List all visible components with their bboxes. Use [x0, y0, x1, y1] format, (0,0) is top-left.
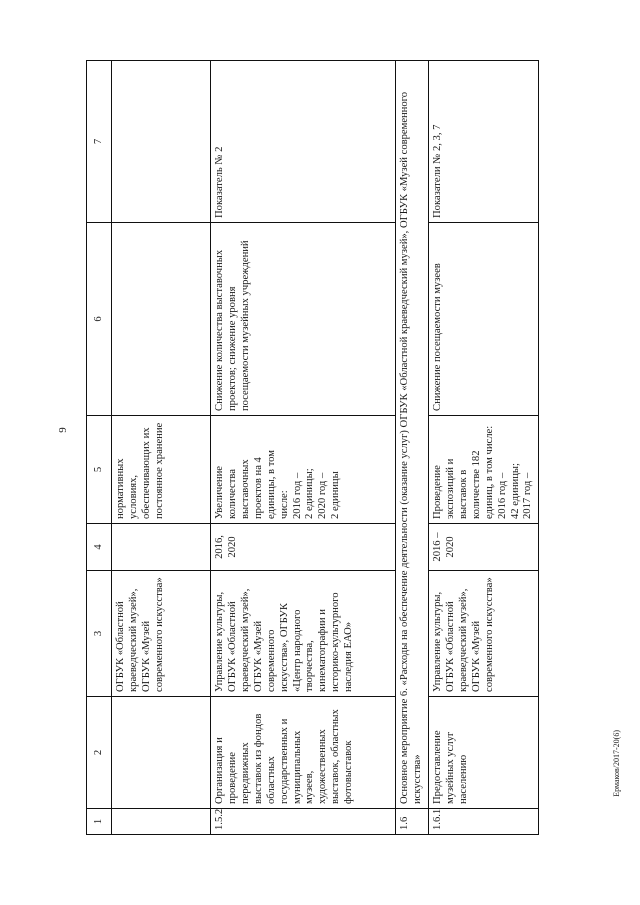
executor-cell: Управление культуры, ОГБУК «Областной краеведческий музей», ОГБУК «Музей современного искусства»	[429, 571, 539, 697]
table-row	[396, 61, 429, 835]
main-activity-cell: Основное мероприятие 6. «Расходы на обеспечение деятельности (оказание услуг) ОГБУК «Областной краеведческий музей», ОГБУК «Музей современного искусства»	[396, 61, 429, 809]
rotated-landscape-table	[86, 61, 534, 835]
consequences-cell	[112, 223, 211, 416]
column-header: 4	[87, 524, 112, 571]
period-cell: 2016 – 2020	[429, 524, 539, 571]
consequences-cell: Снижение количества выставочных проектов; снижение уровня посещаемости музейных учреждений	[211, 223, 396, 416]
measure-name-cell: Предоставление музейных услуг населению	[429, 697, 539, 809]
executor-cell: ОГБУК «Областной краеведческий музей», ОГБУК «Музей современного искусства»	[112, 571, 211, 697]
measure-name-cell	[112, 697, 211, 809]
table-row	[429, 61, 539, 835]
column-header: 6	[87, 223, 112, 416]
page-number: 9	[57, 427, 69, 433]
row-number-cell: 1.6	[396, 809, 429, 835]
column-header: 7	[87, 61, 112, 223]
column-header: 5	[87, 416, 112, 524]
row-number-cell: 1.6.1	[429, 809, 539, 835]
table-row	[211, 61, 396, 835]
period-cell: 2016, 2020	[211, 524, 396, 571]
measure-name-cell: Организация и проведение передвижных выставок из фондов областных государственных и муниципальных музеев, художественных выставок, областных фотовыставок	[211, 697, 396, 809]
expected-result-cell: Проведение экспозиций и выставок в количестве 182 единиц, в том числе: 2016 год – 42 единицы; 2017 год –	[429, 416, 539, 524]
column-header: 3	[87, 571, 112, 697]
column-number-row	[87, 61, 112, 835]
column-header: 2	[87, 697, 112, 809]
document-code: Ермаков/2017-20(6)	[612, 730, 621, 797]
indicator-link-cell	[112, 61, 211, 223]
row-number-cell	[112, 809, 211, 835]
expected-result-cell: нормативных условиях, обеспечивающих их постоянное хранение	[112, 416, 211, 524]
consequences-cell: Снижение посещаемости музеев	[429, 223, 539, 416]
table-viewport	[86, 61, 534, 835]
indicator-link-cell: Показатель № 2	[211, 61, 396, 223]
column-header: 1	[87, 809, 112, 835]
expected-result-cell: Увеличение количества выставочных проектов на 4 единицы, в том числе: 2016 год – 2 единицы; 2020 год – 2 единицы	[211, 416, 396, 524]
measures-table	[86, 60, 539, 835]
row-number-cell: 1.5.2	[211, 809, 396, 835]
table-row	[112, 61, 211, 835]
indicator-link-cell: Показатели № 2, 3, 7	[429, 61, 539, 223]
period-cell	[112, 524, 211, 571]
executor-cell: Управление культуры, ОГБУК «Областной краеведческий музей», ОГБУК «Музей современного искусства», ОГБУК «Центр народного творчества, кинематографии и историко-культурного наследия ЕАО»	[211, 571, 396, 697]
